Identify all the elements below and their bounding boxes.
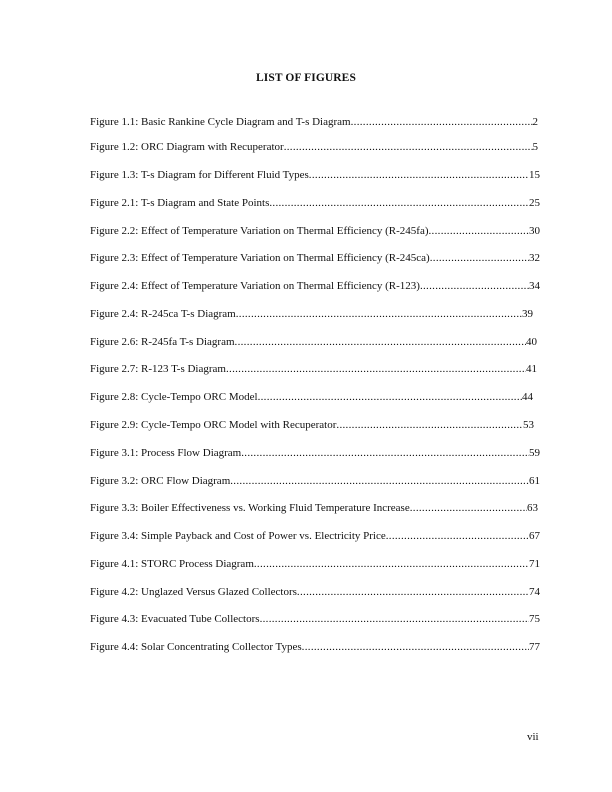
dot-leader [269, 196, 529, 210]
figure-entry-page: 40 [526, 336, 537, 348]
figure-entry-1-3 [90, 168, 540, 182]
dot-leader [336, 418, 523, 432]
figure-entry-4-1 [90, 557, 540, 571]
dot-leader [430, 251, 529, 265]
figure-entry-page: 59 [529, 447, 540, 459]
figure-entry-label: Figure 4.2: Unglazed Versus Glazed Collectors [90, 586, 297, 598]
figure-entry-label: Figure 2.6: R-245fa T-s Diagram [90, 336, 235, 348]
figure-entry-2-7 [90, 362, 537, 376]
figure-entry-page: 77 [529, 641, 540, 653]
dot-leader [258, 390, 522, 404]
figure-entry-2-4 [90, 279, 540, 293]
figure-entry-2-8 [90, 390, 533, 404]
figure-entry-label: Figure 3.3: Boiler Effectiveness vs. Working Fluid Temperature Increase [90, 502, 410, 514]
figure-entry-4-2 [90, 585, 540, 599]
page-number: vii [527, 731, 539, 743]
figure-entry-page: 67 [529, 530, 540, 542]
figure-entry-2-9 [90, 418, 534, 432]
figure-entry-label: Figure 4.4: Solar Concentrating Collector Types [90, 641, 302, 653]
dot-leader [236, 307, 522, 321]
figure-entry-page: 30 [529, 225, 540, 237]
figure-entry-page: 53 [523, 419, 534, 431]
figure-entry-2-1 [90, 196, 540, 210]
figure-entry-1-2 [90, 140, 538, 154]
figure-entry-page: 61 [529, 475, 540, 487]
figure-entry-label: Figure 4.3: Evacuated Tube Collectors [90, 613, 260, 625]
figure-entry-4-3 [90, 612, 540, 626]
figure-entry-label: Figure 2.4: R-245ca T-s Diagram [90, 308, 236, 320]
figure-entry-label: Figure 3.4: Simple Payback and Cost of Power vs. Electricity Price [90, 530, 386, 542]
figure-entry-label: Figure 2.4: Effect of Temperature Variation on Thermal Efficiency (R-123) [90, 280, 420, 292]
dot-leader [420, 279, 529, 293]
dot-leader [410, 501, 527, 515]
figure-entry-label: Figure 1.3: T-s Diagram for Different Fluid Types [90, 169, 309, 181]
page-title: LIST OF FIGURES [256, 72, 356, 84]
dot-leader [386, 529, 529, 543]
figure-entry-4-4 [90, 640, 540, 654]
figure-entry-page: 71 [529, 558, 540, 570]
figure-entry-label: Figure 4.1: STORC Process Diagram [90, 558, 254, 570]
figure-entry-page: 75 [529, 613, 540, 625]
dot-leader [351, 115, 533, 129]
figure-entry-page: 44 [522, 391, 533, 403]
dot-leader [260, 612, 529, 626]
dot-leader [241, 446, 529, 460]
dot-leader [297, 585, 529, 599]
dot-leader [302, 640, 529, 654]
figure-entry-page: 74 [529, 586, 540, 598]
figure-entry-2-4b [90, 307, 533, 321]
figure-entry-3-2 [90, 474, 540, 488]
figure-entry-2-6 [90, 335, 537, 349]
figure-entry-label: Figure 2.9: Cycle-Tempo ORC Model with Recuperator [90, 419, 337, 431]
figure-entry-2-3 [90, 251, 540, 265]
dot-leader [226, 362, 526, 376]
figure-entry-page: 25 [529, 197, 540, 209]
figure-entry-page: 39 [522, 308, 533, 320]
dot-leader [309, 168, 529, 182]
figure-entry-label: Figure 1.2: ORC Diagram with Recuperator [90, 141, 284, 153]
figure-entry-label: Figure 2.3: Effect of Temperature Variation on Thermal Efficiency (R-245ca) [90, 252, 430, 264]
figure-entry-label: Figure 3.2: ORC Flow Diagram [90, 475, 231, 487]
dot-leader [284, 140, 533, 154]
figure-entry-label: Figure 2.8: Cycle-Tempo ORC Model [90, 391, 258, 403]
dot-leader [429, 224, 530, 238]
figure-entry-label: Figure 2.2: Effect of Temperature Variation on Thermal Efficiency (R-245fa) [90, 225, 429, 237]
figure-entry-1-1 [90, 115, 538, 129]
figure-entry-page: 63 [527, 502, 538, 514]
figure-entry-page: 5 [532, 141, 538, 153]
figure-entry-3-4 [90, 529, 540, 543]
figure-entry-3-3 [90, 501, 538, 515]
figure-entry-page: 15 [529, 169, 540, 181]
figure-entry-page: 2 [532, 116, 538, 128]
dot-leader [230, 474, 529, 488]
figure-entry-label: Figure 1.1: Basic Rankine Cycle Diagram and T-s Diagram [90, 116, 351, 128]
dot-leader [235, 335, 526, 349]
figure-entry-page: 41 [526, 363, 537, 375]
figure-entry-page: 32 [529, 252, 540, 264]
figure-entry-2-2 [90, 224, 540, 238]
figure-entry-page: 34 [529, 280, 540, 292]
figure-entry-label: Figure 2.1: T-s Diagram and State Points [90, 197, 270, 209]
figure-entry-3-1 [90, 446, 540, 460]
dot-leader [254, 557, 529, 571]
figure-entry-label: Figure 2.7: R-123 T-s Diagram [90, 363, 226, 375]
figure-entry-label: Figure 3.1: Process Flow Diagram [90, 447, 242, 459]
